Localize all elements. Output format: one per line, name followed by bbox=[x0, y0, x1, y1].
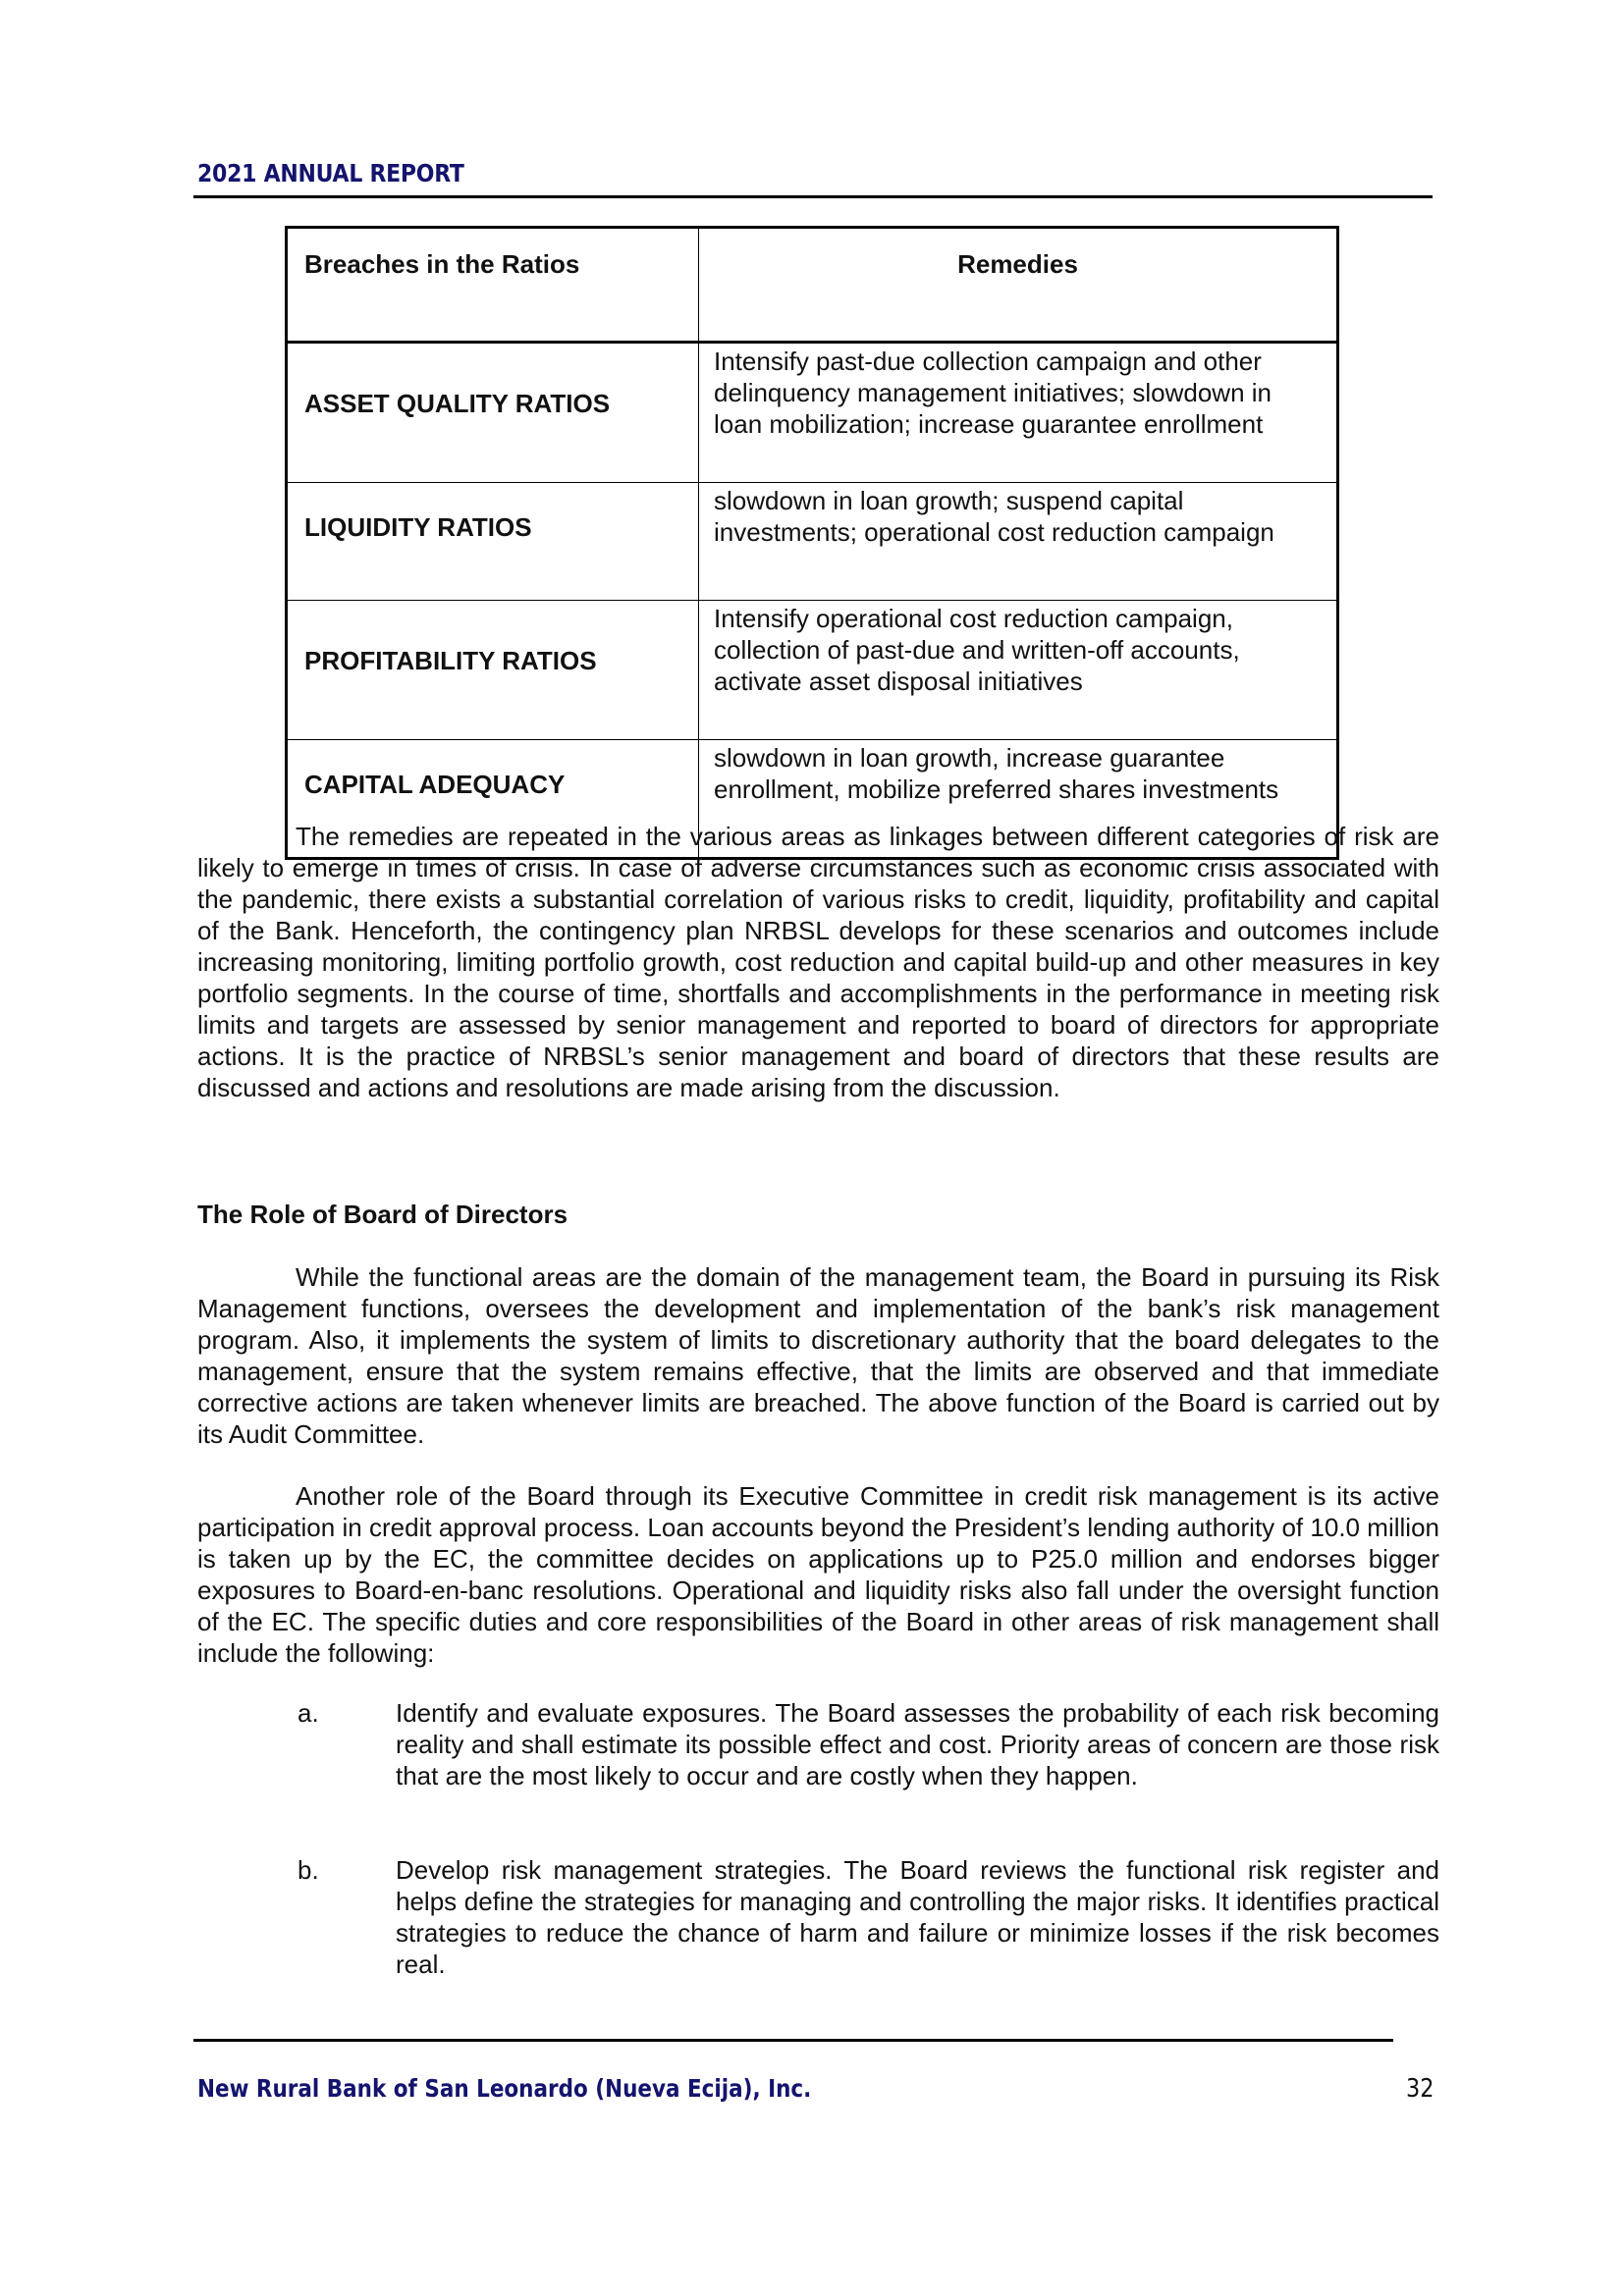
table-row bbox=[287, 483, 1338, 601]
header-divider bbox=[193, 195, 1433, 198]
breach-cell: PROFITABILITY RATIOS bbox=[287, 601, 699, 740]
list-marker: b. bbox=[298, 1855, 319, 1885]
column-header-remedies: Remedies bbox=[699, 228, 1338, 343]
table-header-row bbox=[287, 228, 1338, 343]
list-item bbox=[197, 1854, 1439, 1980]
list-item-text: Develop risk management strategies. The Board reviews the functional risk register and helps define the strategies for managing and controlling the major risks. It identifies practical strategies to reduce the chance of harm and failure or minimize losses if the risk becomes real. bbox=[396, 1855, 1439, 1979]
section-title: The Role of Board of Directors bbox=[197, 1200, 568, 1229]
table-row bbox=[287, 601, 1338, 740]
page-number: 32 bbox=[1406, 2074, 1435, 2104]
remedy-cell: Intensify operational cost reduction campaign, collection of past-due and written-off accounts, activate asset disposal initiatives bbox=[699, 601, 1338, 740]
breach-cell: LIQUIDITY RATIOS bbox=[287, 483, 699, 601]
report-title: 2021 ANNUAL REPORT bbox=[197, 159, 464, 187]
remedies-paragraph bbox=[197, 821, 1439, 1103]
board-role-paragraph bbox=[197, 1261, 1439, 1450]
list-item bbox=[197, 1697, 1439, 1791]
footer-organization: New Rural Bank of San Leonardo (Nueva Ecija), Inc. bbox=[197, 2074, 812, 2103]
remedy-cell: Intensify past-due collection campaign and other delinquency management initiatives; slowdown in loan mobilization; increase guarantee enrollment bbox=[699, 343, 1338, 483]
remedies-paragraph-text: The remedies are repeated in the various areas as linkages between different categories of risk are likely to emerge in times of crisis. In case of adverse circumstances such as economic crisis associated with the pandemic, there exists a substantial correlation of various risks to credit, liquidity, profitability and capital of the Bank. Henceforth, the contingency plan NRBSL develops for these scenarios and outcomes include increasing monitoring, limiting portfolio growth, cost reduction and capital build-up and other measures in key portfolio segments. In the course of time, shortfalls and accomplishments in the performance in meeting risk limits and targets are assessed by senior management and reported to board of directors for appropriate actions. It is the practice of NRBSL’s senior management and board of directors that these results are discussed and actions and resolutions are made arising from the discussion. bbox=[197, 822, 1439, 1102]
remedy-cell: slowdown in loan growth; suspend capital investments; operational cost reduction campaign bbox=[699, 483, 1338, 601]
board-role-paragraph-text: While the functional areas are the domain of the management team, the Board in pursuing its Risk Management functions, oversees the development and implementation of the bank’s risk management program. Also, it implements the system of limits to discretionary authority that the board delegates to the management, ensure that the system remains effective, that the limits are observed and that immediate corrective actions are taken whenever limits are breached. The above function of the Board is carried out by its Audit Committee. bbox=[197, 1262, 1439, 1449]
table-row bbox=[287, 343, 1338, 483]
breaches-remedies-table bbox=[285, 226, 1339, 860]
breach-cell: ASSET QUALITY RATIOS bbox=[287, 343, 699, 483]
breach-cell: CAPITAL ADEQUACY bbox=[287, 740, 699, 859]
list-marker: a. bbox=[298, 1698, 319, 1728]
list-item-text: Identify and evaluate exposures. The Board assesses the probability of each risk becoming reality and shall estimate its possible effect and cost. Priority areas of concern are those risk that are the most likely to occur and are costly when they happen. bbox=[396, 1698, 1439, 1790]
column-header-breaches: Breaches in the Ratios bbox=[287, 228, 699, 343]
remedy-cell: slowdown in loan growth, increase guarantee enrollment, mobilize preferred shares investments bbox=[699, 740, 1338, 859]
executive-committee-paragraph bbox=[197, 1480, 1439, 1669]
footer-divider bbox=[193, 2039, 1393, 2042]
executive-committee-paragraph-text: Another role of the Board through its Executive Committee in credit risk management is its active participation in credit approval process. Loan accounts beyond the President’s lending authority of 10.0 million is taken up by the EC, the committee decides on applications up to P25.0 million and endorses bigger exposures to Board-en-banc resolutions. Operational and liquidity risks also fall under the oversight function of the EC. The specific duties and core responsibilities of the Board in other areas of risk management shall include the following: bbox=[197, 1481, 1439, 1668]
